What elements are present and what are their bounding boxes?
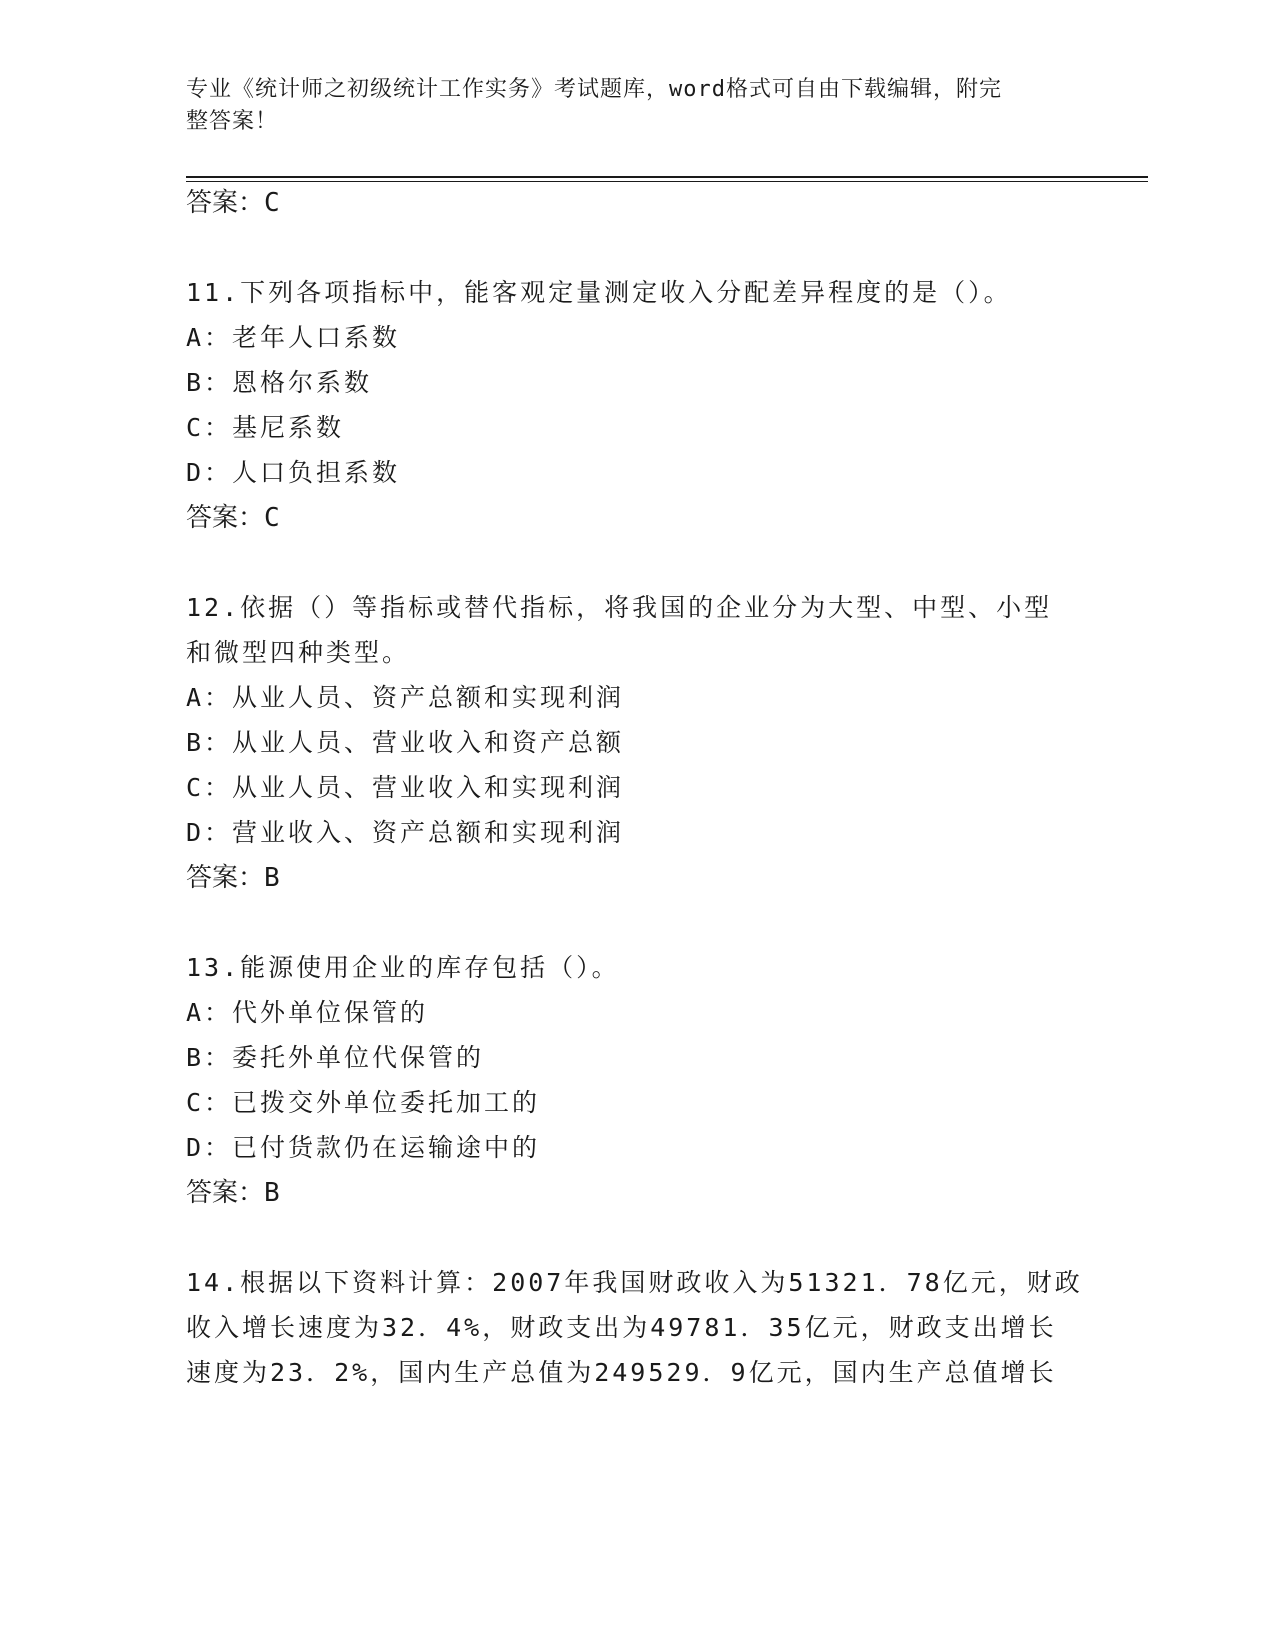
answer-label: 答案： (186, 503, 265, 533)
question-stem-continued: 速度为23．2%，国内生产总值为249529．9亿元，国内生产总值增长 (186, 1358, 1057, 1387)
question-stem-continued: 和微型四种类型。 (186, 638, 411, 667)
answer-line (186, 186, 280, 220)
answer-line (186, 501, 280, 535)
option-d: D：营业收入、资产总额和实现利润 (186, 818, 625, 847)
answer-value: C (264, 188, 280, 218)
answer-value: B (264, 863, 280, 893)
answer-line (186, 861, 280, 895)
answer-label: 答案： (186, 1178, 265, 1208)
question-stem: 13.能源使用企业的库存包括（）。 (186, 953, 620, 982)
header-line-2: 整答案！ (186, 109, 279, 134)
answer-value: C (264, 503, 280, 533)
option-a: A：从业人员、资产总额和实现利润 (186, 683, 625, 712)
question-stem-continued: 收入增长速度为32．4%，财政支出为49781．35亿元，财政支出增长 (186, 1313, 1057, 1342)
option-c: C：已拨交外单位委托加工的 (186, 1088, 541, 1117)
answer-label: 答案： (186, 863, 265, 893)
option-b: B：恩格尔系数 (186, 368, 373, 397)
answer-value: B (264, 1178, 280, 1208)
option-b: B：委托外单位代保管的 (186, 1043, 485, 1072)
option-a: A：老年人口系数 (186, 323, 401, 352)
header-line-1: 专业《统计师之初级统计工作实务》考试题库，word格式可自由下载编辑，附完 (186, 77, 1002, 102)
question-stem: 14.根据以下资料计算：2007年我国财政收入为51321．78亿元，财政 (186, 1268, 1083, 1297)
option-a: A：代外单位保管的 (186, 998, 429, 1027)
option-b: B：从业人员、营业收入和资产总额 (186, 728, 625, 757)
option-d: D：人口负担系数 (186, 458, 401, 487)
header-rule-thick (186, 176, 1148, 178)
option-d: D：已付货款仍在运输途中的 (186, 1133, 541, 1162)
header-rule-thin (186, 181, 1148, 182)
question-stem: 11.下列各项指标中，能客观定量测定收入分配差异程度的是（）。 (186, 278, 1012, 307)
answer-line (186, 1176, 280, 1210)
option-c: C：从业人员、营业收入和实现利润 (186, 773, 625, 802)
question-stem: 12.依据（）等指标或替代指标，将我国的企业分为大型、中型、小型 (186, 593, 1053, 622)
answer-label: 答案： (186, 188, 265, 218)
document-header (186, 74, 1066, 138)
option-c: C：基尼系数 (186, 413, 345, 442)
